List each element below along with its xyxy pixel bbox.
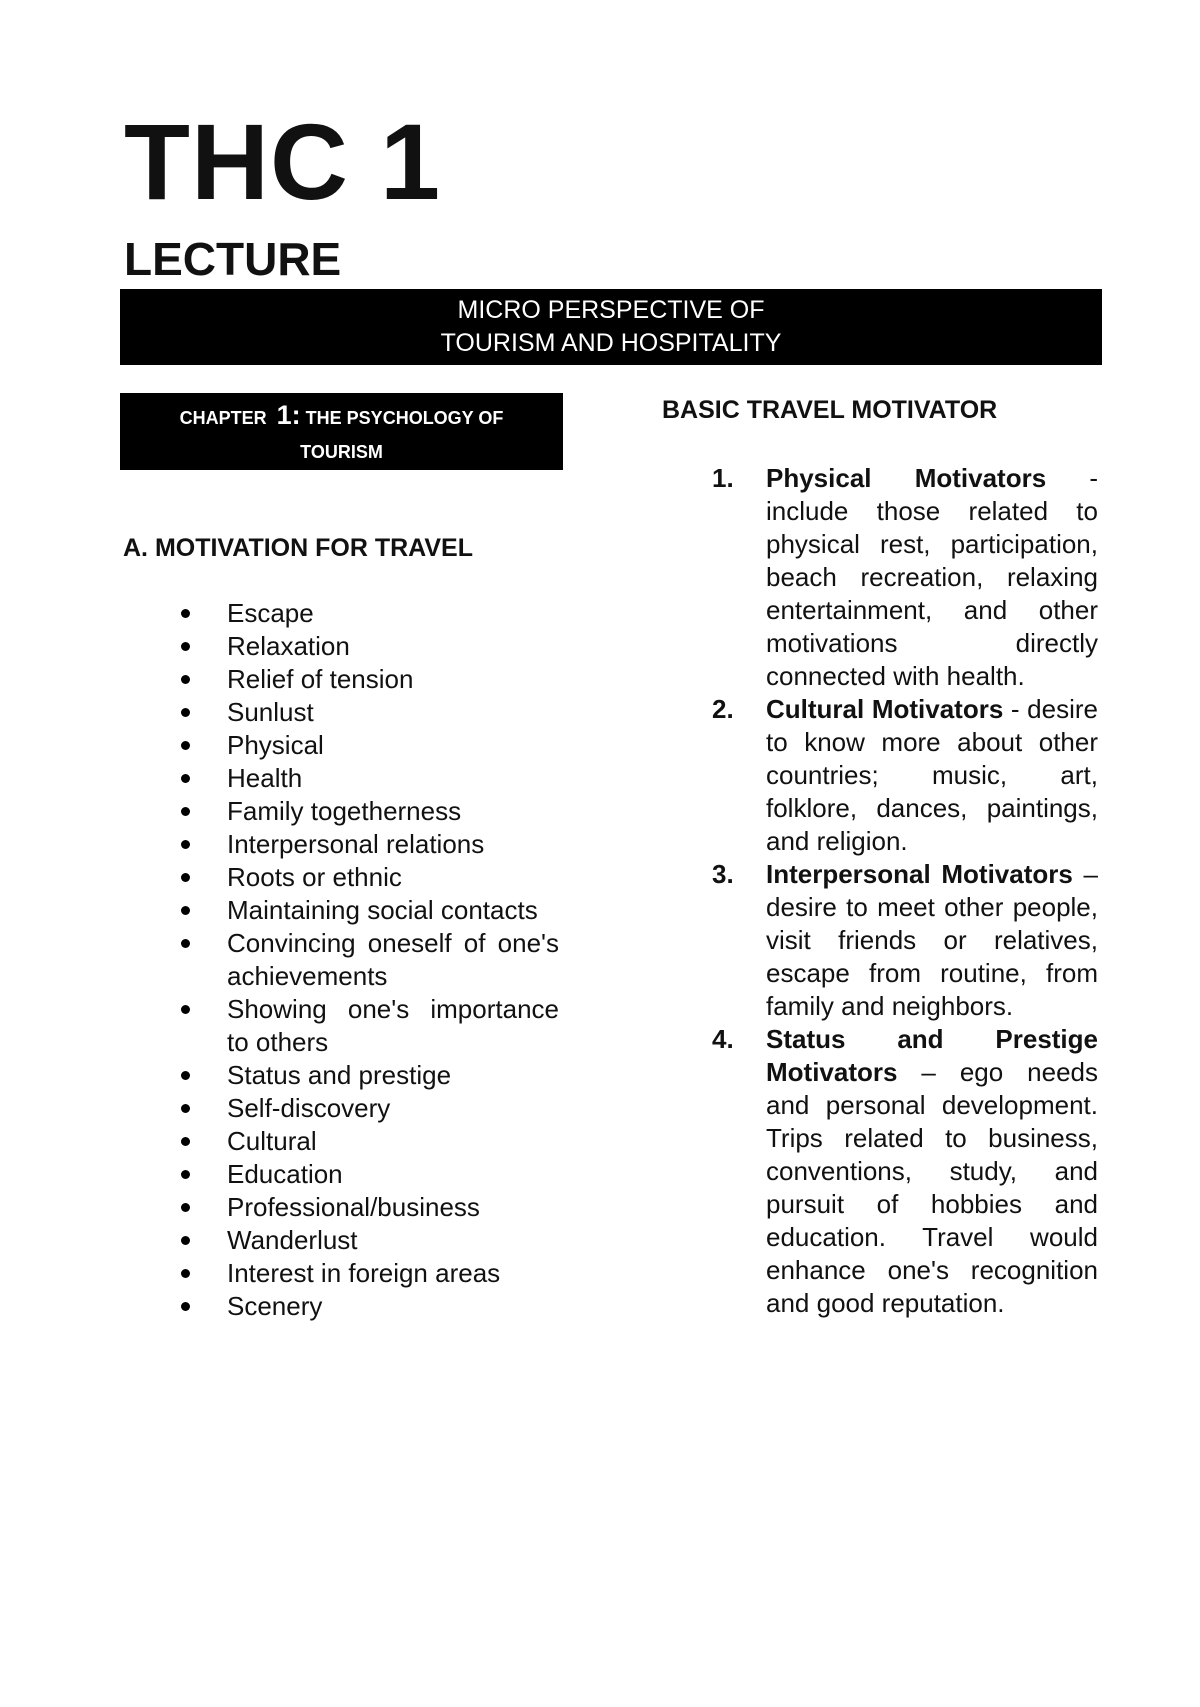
list-item: Maintaining social contacts <box>175 894 559 927</box>
list-item: Physical <box>175 729 559 762</box>
banner-line-1: MICRO PERSPECTIVE OF <box>457 296 765 324</box>
chapter-prefix: CHAPTER <box>179 408 267 428</box>
motivator-term: Cultural Motivators <box>766 694 1004 724</box>
bullet-icon <box>181 1104 190 1113</box>
basic-travel-motivator-heading: BASIC TRAVEL MOTIVATOR <box>662 396 998 424</box>
motivator-description: desire to know more about other countries; music, art, folklore, dances, paintings, and religion. <box>766 694 1098 856</box>
bullet-icon <box>181 873 190 882</box>
bullet-icon <box>181 1137 190 1146</box>
bullet-icon <box>181 840 190 849</box>
chapter-title-line-2: TOURISM <box>300 442 383 462</box>
bullet-icon <box>181 642 190 651</box>
bullet-icon <box>181 1071 190 1080</box>
bullet-icon <box>181 1236 190 1245</box>
list-item: Escape <box>175 597 559 630</box>
list-item: Self-discovery <box>175 1092 559 1125</box>
list-item: Wanderlust <box>175 1224 559 1257</box>
list-item: Relaxation <box>175 630 559 663</box>
motivator-number: 1. <box>712 463 734 493</box>
motivator-number: 3. <box>712 859 734 889</box>
bullet-icon <box>181 1005 190 1014</box>
list-item: Interpersonal relations <box>175 828 559 861</box>
bullet-icon <box>181 1302 190 1311</box>
motivator-description: desire to meet other people, visit friends or relatives, escape from routine, from family and neighbors. <box>766 892 1098 1021</box>
list-item: Showing one's importance to others <box>175 993 559 1059</box>
bullet-icon <box>181 741 190 750</box>
motivation-list <box>175 597 559 1323</box>
motivator-item <box>700 462 1098 693</box>
chapter-heading-box <box>120 393 563 470</box>
list-item: Education <box>175 1158 559 1191</box>
motivator-list <box>700 462 1098 1320</box>
motivator-separator: – <box>1072 859 1098 889</box>
motivator-item <box>700 858 1098 1023</box>
document-subtitle: LECTURE <box>124 233 342 285</box>
bullet-icon <box>181 675 190 684</box>
bullet-icon <box>181 807 190 816</box>
motivator-term: Interpersonal Motivators <box>766 859 1073 889</box>
list-item: Sunlust <box>175 696 559 729</box>
banner-line-2: TOURISM AND HOSPITALITY <box>440 329 782 357</box>
chapter-title-line-1: THE PSYCHOLOGY OF <box>305 408 504 428</box>
list-item: Status and prestige <box>175 1059 559 1092</box>
list-item: Roots or ethnic <box>175 861 559 894</box>
list-item: Cultural <box>175 1125 559 1158</box>
course-banner <box>120 289 1102 365</box>
chapter-heading-line-1 <box>120 398 563 435</box>
document-title: THC 1 <box>124 101 442 222</box>
chapter-number: 1: <box>276 400 301 430</box>
bullet-icon <box>181 906 190 915</box>
list-item: Interest in foreign areas <box>175 1257 559 1290</box>
bullet-icon <box>181 939 190 948</box>
bullet-icon <box>181 609 190 618</box>
bullet-icon <box>181 774 190 783</box>
motivator-item <box>700 693 1098 858</box>
list-item: Relief of tension <box>175 663 559 696</box>
list-item: Scenery <box>175 1290 559 1323</box>
motivator-separator: - <box>1003 694 1028 724</box>
bullet-icon <box>181 1203 190 1212</box>
motivator-term: Physical Motivators <box>766 463 1047 493</box>
motivator-description: include those related to physical rest, participation, beach recreation, relaxing entertainment, and other motivations directly connected with health. <box>766 496 1098 691</box>
motivator-separator: - <box>1046 463 1098 493</box>
list-item: Convincing oneself of one's achievements <box>175 927 559 993</box>
motivation-heading: A. MOTIVATION FOR TRAVEL <box>123 534 473 562</box>
motivator-description: ego needs and personal development. Trips related to business, conventions, study, and pursuit of hobbies and education. Travel would enhance one's recognition and good reputation. <box>766 1057 1098 1318</box>
bullet-icon <box>181 1170 190 1179</box>
bullet-icon <box>181 1269 190 1278</box>
list-item: Professional/business <box>175 1191 559 1224</box>
motivator-number: 2. <box>712 694 734 724</box>
list-item: Family togetherness <box>175 795 559 828</box>
motivator-number: 4. <box>712 1024 734 1054</box>
motivator-item <box>700 1023 1098 1320</box>
motivator-term: Status and Prestige Motivators <box>766 1024 1098 1087</box>
motivator-separator: – <box>897 1057 960 1087</box>
bullet-icon <box>181 708 190 717</box>
list-item: Health <box>175 762 559 795</box>
